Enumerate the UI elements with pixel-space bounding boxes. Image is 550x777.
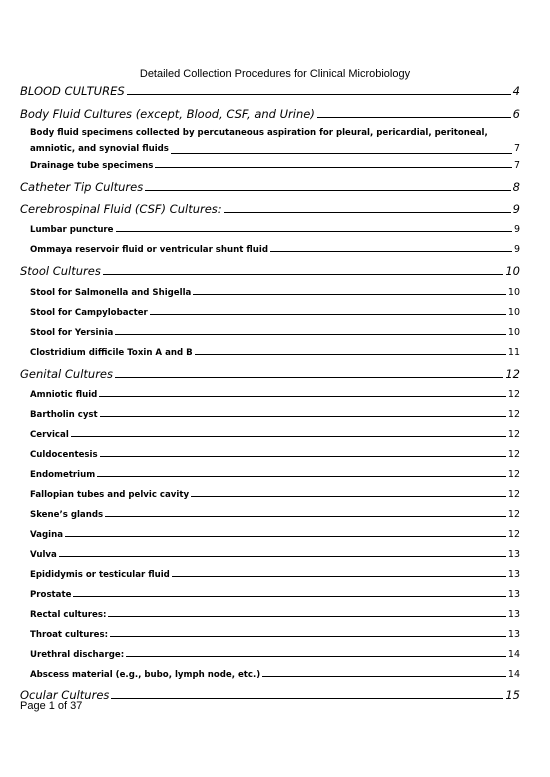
toc-page-number: 10 xyxy=(507,287,520,298)
toc-page-number: 12 xyxy=(507,529,520,540)
toc-leader xyxy=(116,231,512,232)
toc-entry-throat-cultures[interactable] xyxy=(20,629,520,640)
toc-entry-cervical[interactable] xyxy=(20,429,520,440)
toc-entry-label: Endometrium xyxy=(30,470,96,480)
toc-leader xyxy=(65,536,506,537)
toc-entry-label: Skene’s glands xyxy=(30,510,104,520)
toc-page-number: 9 xyxy=(513,224,520,235)
toc-entry-label: Vagina xyxy=(30,530,63,540)
toc-entry-vagina[interactable] xyxy=(20,529,520,540)
toc-leader xyxy=(193,294,506,295)
toc-page-number: 7 xyxy=(513,160,520,171)
toc-entry-label-line2: amniotic, and synovial fluids xyxy=(30,144,169,154)
toc-leader xyxy=(195,354,506,355)
toc-entry-fallopian-tubes[interactable] xyxy=(20,489,520,500)
toc-leader xyxy=(59,556,506,557)
toc-leader xyxy=(155,167,512,168)
toc-entry-ocular-cultures[interactable] xyxy=(20,688,520,702)
toc-entry-label: Stool for Salmonella and Shigella xyxy=(30,288,192,298)
toc-entry-label: Stool for Yersinia xyxy=(30,328,114,338)
toc-entry-vulva[interactable] xyxy=(20,549,520,560)
toc-entry-label: Bartholin cyst xyxy=(30,410,98,420)
toc-entry-label: Epididymis or testicular fluid xyxy=(30,570,170,580)
toc-leader xyxy=(97,476,506,477)
toc-leader xyxy=(145,190,510,191)
toc-entry-stool-cultures[interactable] xyxy=(20,264,520,278)
toc-page-number: 6 xyxy=(512,107,520,121)
toc-entry-label: Prostate xyxy=(30,590,72,600)
toc-page-number: 9 xyxy=(513,244,520,255)
toc-leader xyxy=(111,698,503,699)
toc-entry-label: Drainage tube specimens xyxy=(30,161,154,171)
toc-page-number: 12 xyxy=(507,469,520,480)
toc-entry-label: Stool Cultures xyxy=(20,264,101,278)
toc-entry-label: Amniotic fluid xyxy=(30,390,98,400)
toc-entry-label: Cervical xyxy=(30,430,69,440)
page-footer: Page 1 of 37 xyxy=(20,700,83,712)
toc-page-number: 7 xyxy=(513,143,520,154)
toc-leader xyxy=(103,274,504,275)
toc-entry-label: Urethral discharge: xyxy=(30,650,125,660)
toc-leader xyxy=(115,377,503,378)
toc-page-number: 11 xyxy=(507,347,520,358)
toc-leader xyxy=(108,616,506,617)
toc-page-number: 12 xyxy=(507,409,520,420)
toc-entry-genital-cultures[interactable] xyxy=(20,367,520,381)
toc-entry-stool-salmonella[interactable] xyxy=(20,287,520,298)
toc-entry-clostridium-difficile[interactable] xyxy=(20,347,520,358)
toc-page-number: 12 xyxy=(507,509,520,520)
toc-page-number: 14 xyxy=(507,669,520,680)
toc-leader xyxy=(100,416,506,417)
toc-entry-label: Genital Cultures xyxy=(20,367,113,381)
toc-entry-label: Lumbar puncture xyxy=(30,225,114,235)
toc-page-number: 13 xyxy=(507,569,520,580)
toc-page-number: 9 xyxy=(512,202,520,216)
toc-entry-csf-cultures[interactable] xyxy=(20,202,520,216)
toc-entry-blood-cultures[interactable] xyxy=(20,84,520,98)
toc-page-number: 13 xyxy=(507,629,520,640)
toc-leader xyxy=(110,636,506,637)
toc-leader xyxy=(171,153,512,154)
toc-leader xyxy=(191,496,506,497)
toc-page-number: 4 xyxy=(512,84,520,98)
toc-leader xyxy=(270,251,512,252)
toc-leader xyxy=(127,94,511,95)
toc-page-number: 10 xyxy=(505,264,520,278)
toc-leader xyxy=(115,334,506,335)
toc-entry-label: Culdocentesis xyxy=(30,450,98,460)
toc-leader xyxy=(126,656,506,657)
toc-entry-stool-yersinia[interactable] xyxy=(20,327,520,338)
toc-leader xyxy=(73,596,506,597)
toc-page-number: 10 xyxy=(507,327,520,338)
toc-entry-amniotic-fluid[interactable] xyxy=(20,389,520,400)
toc-page-number: 12 xyxy=(507,489,520,500)
toc-leader xyxy=(99,396,506,397)
toc-leader xyxy=(172,576,506,577)
toc-entry-label: Fallopian tubes and pelvic cavity xyxy=(30,490,190,500)
toc-entry-label: BLOOD CULTURES xyxy=(20,84,125,98)
toc-page-number: 8 xyxy=(512,180,520,194)
toc-entry-lumbar-puncture[interactable] xyxy=(20,224,520,235)
toc-entry-label: Cerebrospinal Fluid (CSF) Cultures: xyxy=(20,202,222,216)
toc-entry-label: Clostridium difficile Toxin A and B xyxy=(30,348,193,358)
toc-entry-label: Ommaya reservoir fluid or ventricular shunt fluid xyxy=(30,245,268,255)
toc-leader xyxy=(105,516,506,517)
toc-entry-culdocentesis[interactable] xyxy=(20,449,520,460)
toc-entry-label-line1: Body fluid specimens collected by percutaneous aspiration for pleural, pericardial, peritoneal, xyxy=(30,128,488,138)
toc-entry-percutaneous-aspiration[interactable] xyxy=(30,125,520,157)
toc-leader xyxy=(224,212,511,213)
toc-page-number: 13 xyxy=(507,549,520,560)
toc-page-number: 12 xyxy=(507,449,520,460)
toc-entry-label: Abscess material (e.g., bubo, lymph node, etc.) xyxy=(30,670,261,680)
toc-entry-urethral-discharge[interactable] xyxy=(20,649,520,660)
toc-page-number: 13 xyxy=(507,589,520,600)
toc-entry-epididymis[interactable] xyxy=(20,569,520,580)
toc-entry-label: Vulva xyxy=(30,550,57,560)
toc-entry-label: Rectal cultures: xyxy=(30,610,107,620)
toc-page-number: 12 xyxy=(507,389,520,400)
toc-page-number: 12 xyxy=(507,429,520,440)
toc-entry-catheter-tip[interactable] xyxy=(20,180,520,194)
toc-leader xyxy=(317,117,511,118)
toc-entry-body-fluid-cultures[interactable] xyxy=(20,107,520,121)
toc-entry-label: Ocular Cultures xyxy=(20,688,110,702)
toc-entry-bartholin-cyst[interactable] xyxy=(20,409,520,420)
toc-page-number: 13 xyxy=(507,609,520,620)
toc-entry-label: Throat cultures: xyxy=(30,630,109,640)
toc-entry-label: Catheter Tip Cultures xyxy=(20,180,144,194)
toc-entry-endometrium[interactable] xyxy=(20,469,520,480)
toc-leader xyxy=(71,436,506,437)
toc-page-number: 14 xyxy=(507,649,520,660)
toc-leader xyxy=(100,456,506,457)
toc-leader xyxy=(262,676,506,677)
toc-entry-skenes-glands[interactable] xyxy=(20,509,520,520)
toc-entry-prostate[interactable] xyxy=(20,589,520,600)
toc-leader xyxy=(150,314,506,315)
toc-entry-rectal-cultures[interactable] xyxy=(20,609,520,620)
toc-entry-ommaya-reservoir[interactable] xyxy=(20,244,520,255)
toc-page-number: 15 xyxy=(505,688,520,702)
toc-entry-abscess-material[interactable] xyxy=(20,669,520,680)
page-header: Detailed Collection Procedures for Clinical Microbiology xyxy=(139,68,411,80)
toc-page-number: 10 xyxy=(507,307,520,318)
toc-entry-stool-campylobacter[interactable] xyxy=(20,307,520,318)
toc-entry-label: Body Fluid Cultures (except, Blood, CSF, and Urine) xyxy=(20,107,315,121)
toc-entry-label: Stool for Campylobacter xyxy=(30,308,148,318)
toc-entry-drainage-tube[interactable] xyxy=(20,160,520,171)
toc-page-number: 12 xyxy=(505,367,520,381)
